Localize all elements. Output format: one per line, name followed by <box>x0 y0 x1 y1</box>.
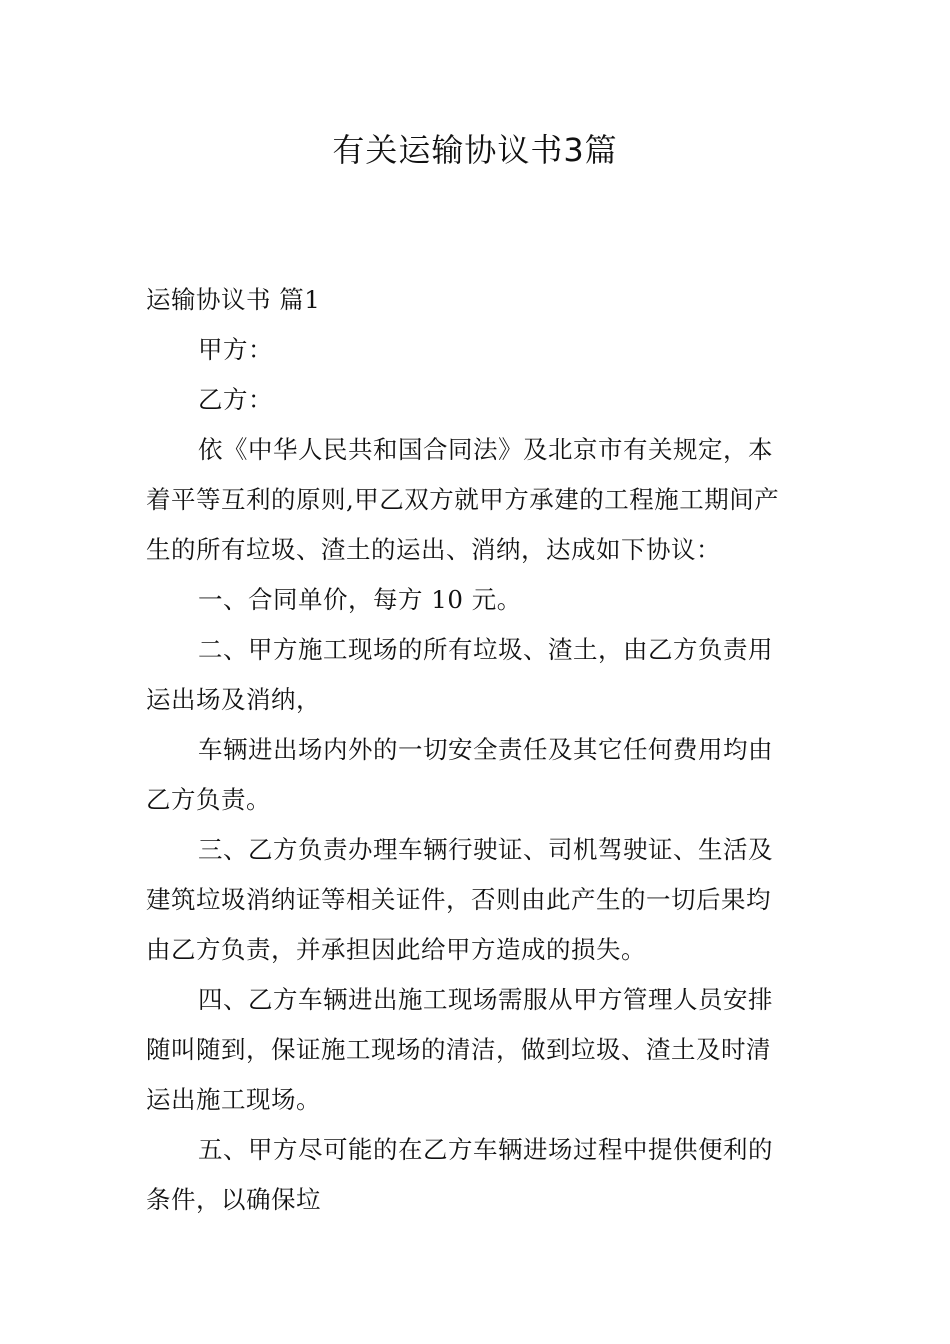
party-a-line: 甲方： <box>198 335 273 364</box>
paragraph-line: 车辆进出场内外的一切安全责任及其它任何费用均由 <box>198 735 773 764</box>
clause-line: 运出场及消纳， <box>146 685 321 714</box>
clause-line: 建筑垃圾消纳证等相关证件，否则由此产生的一切后果均 <box>146 885 771 914</box>
clause-line: 运出施工现场。 <box>146 1085 321 1114</box>
paragraph-line: 依《中华人民共和国合同法》及北京市有关规定，本 <box>198 435 773 464</box>
clause-line: 四、乙方车辆进出施工现场需服从甲方管理人员安排 <box>198 985 773 1014</box>
clause-line: 随叫随到，保证施工现场的清洁，做到垃圾、渣土及时清 <box>146 1035 771 1064</box>
document-body <box>146 282 806 1232</box>
clause-line: 二、甲方施工现场的所有垃圾、渣土，由乙方负责用 <box>198 635 773 664</box>
clause-line: 五、甲方尽可能的在乙方车辆进场过程中提供便利的 <box>198 1135 773 1164</box>
paragraph-line: 乙方负责。 <box>146 785 271 814</box>
paragraph-line: 着平等互利的原则,甲乙双方就甲方承建的工程施工期间产 <box>146 485 780 514</box>
paragraph-line: 生的所有垃圾、渣土的运出、消纳，达成如下协议： <box>146 535 721 564</box>
party-b-line: 乙方： <box>198 385 273 414</box>
clause-line: 一、合同单价，每方 10 元。 <box>198 585 522 614</box>
document-title: 有关运输协议书3篇 <box>332 131 618 169</box>
clause-line: 由乙方负责，并承担因此给甲方造成的损失。 <box>146 935 646 964</box>
clause-line: 三、乙方负责办理车辆行驶证、司机驾驶证、生活及 <box>198 835 773 864</box>
section-heading: 运输协议书 篇1 <box>146 285 321 314</box>
clause-line: 条件，以确保垃 <box>146 1185 321 1214</box>
